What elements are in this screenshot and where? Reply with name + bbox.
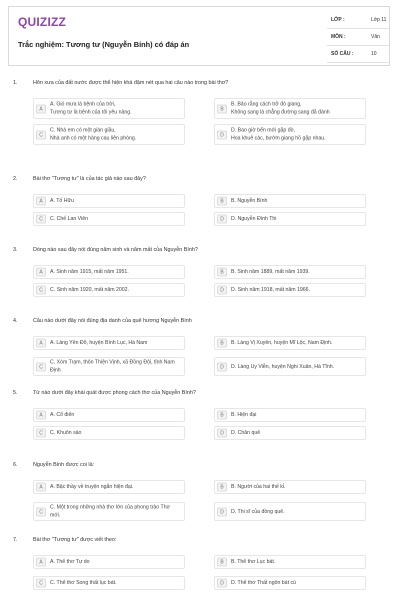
option-text: C. Chế Lan Viên — [50, 215, 88, 222]
question-number: 7. — [13, 537, 18, 543]
option-letter-badge: B — [217, 339, 227, 348]
option-text: D. Thi sĩ của đồng quê. — [231, 508, 285, 515]
answer-option-c[interactable] — [33, 124, 185, 145]
meta-class-label: LỚP : — [331, 17, 345, 23]
answer-option-d[interactable] — [214, 576, 366, 590]
meta-count-label: SỐ CÂU : — [331, 51, 354, 57]
option-text: D. Thể thơ Thất ngôn bát cú — [231, 579, 296, 586]
option-text: A. Bậc thầy về truyện ngắn hiện đại. — [50, 483, 134, 490]
answer-option-a[interactable] — [33, 555, 185, 569]
answer-option-d[interactable] — [214, 426, 366, 440]
answer-option-d[interactable] — [214, 357, 366, 376]
question-text: Nguyễn Bính được coi là: — [33, 462, 95, 468]
option-text: B. Sinh năm 1889, mất năm 1939. — [231, 268, 310, 275]
option-letter-badge: D — [217, 507, 227, 516]
worksheet-title: Trắc nghiệm: Tương tư (Nguyễn Bính) có đáp án — [18, 40, 190, 49]
option-text: B. Hiện đại — [231, 411, 257, 418]
option-letter-badge: D — [217, 429, 227, 438]
option-letter-badge: A — [36, 104, 46, 113]
option-text: A. Sinh năm 1915, mất năm 1951. — [50, 268, 129, 275]
option-letter-badge: D — [217, 286, 227, 295]
option-letter-badge: B — [217, 411, 227, 420]
option-letter-badge: A — [36, 268, 46, 277]
question-text: Bài thơ "Tương tư" là của tác giả nào sau đây? — [33, 176, 146, 182]
option-letter-badge: C — [36, 362, 46, 371]
option-letter-badge: C — [36, 286, 46, 295]
option-text: D. Bao giờ bến mới gặp đò, Hoa khuê các, bướm giang hồ gặp nhau. — [231, 127, 326, 142]
question-number: 3. — [13, 247, 18, 253]
answer-option-c[interactable] — [33, 502, 185, 521]
option-letter-badge: A — [36, 483, 46, 492]
option-letter-badge: D — [217, 362, 227, 371]
option-text: C. Sinh năm 1920, mất năm 2002. — [50, 286, 130, 293]
option-text: B. Làng Vị Xuyên, huyện Mĩ Lộc, Nam Định. — [231, 339, 333, 346]
answer-option-d[interactable] — [214, 124, 366, 145]
option-letter-badge: B — [217, 104, 227, 113]
option-text: A. Gió mưa là bệnh của trời, Tương tư là bệnh của tôi yêu nàng. — [50, 101, 132, 116]
answer-option-b[interactable] — [214, 408, 366, 422]
answer-option-b[interactable] — [214, 265, 366, 279]
option-text: B. Bảo rằng cách trở đò giang, Không sang là chẳng đường sang đã đành — [231, 101, 330, 116]
option-text: D. Nguyễn Đình Thi — [231, 215, 277, 222]
answer-option-c[interactable] — [33, 357, 185, 376]
answer-option-c[interactable] — [33, 283, 185, 297]
quizizz-logo: QUIZIZZ — [18, 15, 67, 29]
option-letter-badge: A — [36, 197, 46, 206]
answer-option-b[interactable] — [214, 98, 366, 119]
answer-option-a[interactable] — [33, 336, 185, 350]
option-text: C. Xóm Trạm, thôn Thiện Vịnh, xã Đồng Đội, tỉnh Nam Định — [50, 359, 175, 374]
answer-option-a[interactable] — [33, 194, 185, 208]
option-letter-badge: D — [217, 215, 227, 224]
option-text: C. Thể thơ Song thất lục bát. — [50, 579, 117, 586]
answer-option-b[interactable] — [214, 194, 366, 208]
question-text: Câu nào dưới đây nói đúng địa danh của quê hương Nguyễn Bính — [33, 318, 192, 324]
answer-option-b[interactable] — [214, 336, 366, 350]
option-letter-badge: D — [217, 130, 227, 139]
option-letter-badge: B — [217, 558, 227, 567]
option-letter-badge: B — [217, 268, 227, 277]
answer-option-a[interactable] — [33, 98, 185, 119]
answer-option-d[interactable] — [214, 212, 366, 226]
answer-option-d[interactable] — [214, 283, 366, 297]
option-letter-badge: D — [217, 579, 227, 588]
question-number: 5. — [13, 390, 18, 396]
answer-option-c[interactable] — [33, 576, 185, 590]
option-text: D. Sinh năm 1918, mất năm 1966. — [231, 286, 311, 293]
question-text: Bài thơ "Tương tư" được viết theo: — [33, 537, 117, 543]
meta-class-row — [327, 15, 389, 29]
option-text: C. Một trong những nhà thơ lớn của phong trào Thơ mới. — [50, 504, 170, 519]
option-letter-badge: B — [217, 483, 227, 492]
option-letter-badge: A — [36, 411, 46, 420]
option-text: A. Làng Yên Đổ, huyện Bình Lục, Hà Nam — [50, 339, 148, 346]
answer-option-b[interactable] — [214, 555, 366, 569]
meta-count-value: 10 — [371, 51, 377, 57]
option-letter-badge: C — [36, 507, 46, 516]
answer-option-b[interactable] — [214, 480, 366, 494]
answer-option-a[interactable] — [33, 408, 185, 422]
option-letter-badge: C — [36, 579, 46, 588]
question-text: Hôn xưa của đất nước được thể hiện khá đậm nét qua hai câu nào trong bài thơ? — [33, 80, 229, 86]
option-letter-badge: A — [36, 339, 46, 348]
option-text: B. Người của hai thế kỉ. — [231, 483, 286, 490]
meta-subject-value: Văn — [371, 34, 380, 40]
option-text: A. Thể thơ Tự do — [50, 558, 90, 565]
option-text: B. Thể thơ Lục bát. — [231, 558, 276, 565]
option-text: C. Khuôn sáo — [50, 429, 82, 436]
meta-subject-label: MÔN : — [331, 34, 346, 40]
question-number: 2. — [13, 176, 18, 182]
option-text: C. Nhà em có một giàn giầu, Nhà anh có một hàng cau liên phòng. — [50, 127, 137, 142]
option-text: D. Làng Uy Viễn, huyện Nghi Xuân, Hà Tĩnh. — [231, 363, 335, 370]
option-letter-badge: C — [36, 215, 46, 224]
option-text: D. Chân quê — [231, 429, 261, 436]
worksheet-header — [8, 6, 390, 66]
meta-class-value: Lớp 11 — [371, 17, 387, 23]
answer-option-a[interactable] — [33, 265, 185, 279]
answer-option-c[interactable] — [33, 426, 185, 440]
question-text: Từ nào dưới đây khái quát được phong cách thơ của Nguyễn Bính? — [33, 390, 196, 396]
answer-option-d[interactable] — [214, 502, 366, 521]
option-text: A. Cổ điển — [50, 411, 75, 418]
question-number: 4. — [13, 318, 18, 324]
question-number: 6. — [13, 462, 18, 468]
question-number: 1. — [13, 80, 18, 86]
option-text: A. Tố Hữu — [50, 197, 74, 204]
meta-count-row — [327, 49, 389, 63]
worksheet-meta — [327, 15, 389, 66]
answer-option-c[interactable] — [33, 212, 185, 226]
option-text: B. Nguyễn Bính — [231, 197, 268, 204]
option-letter-badge: B — [217, 197, 227, 206]
option-letter-badge: C — [36, 429, 46, 438]
option-letter-badge: C — [36, 130, 46, 139]
answer-option-a[interactable] — [33, 480, 185, 494]
question-text: Dòng nào sau đây nói đúng năm sinh và năm mất của Nguyễn Bính? — [33, 247, 198, 253]
option-letter-badge: A — [36, 558, 46, 567]
meta-subject-row — [327, 32, 389, 46]
